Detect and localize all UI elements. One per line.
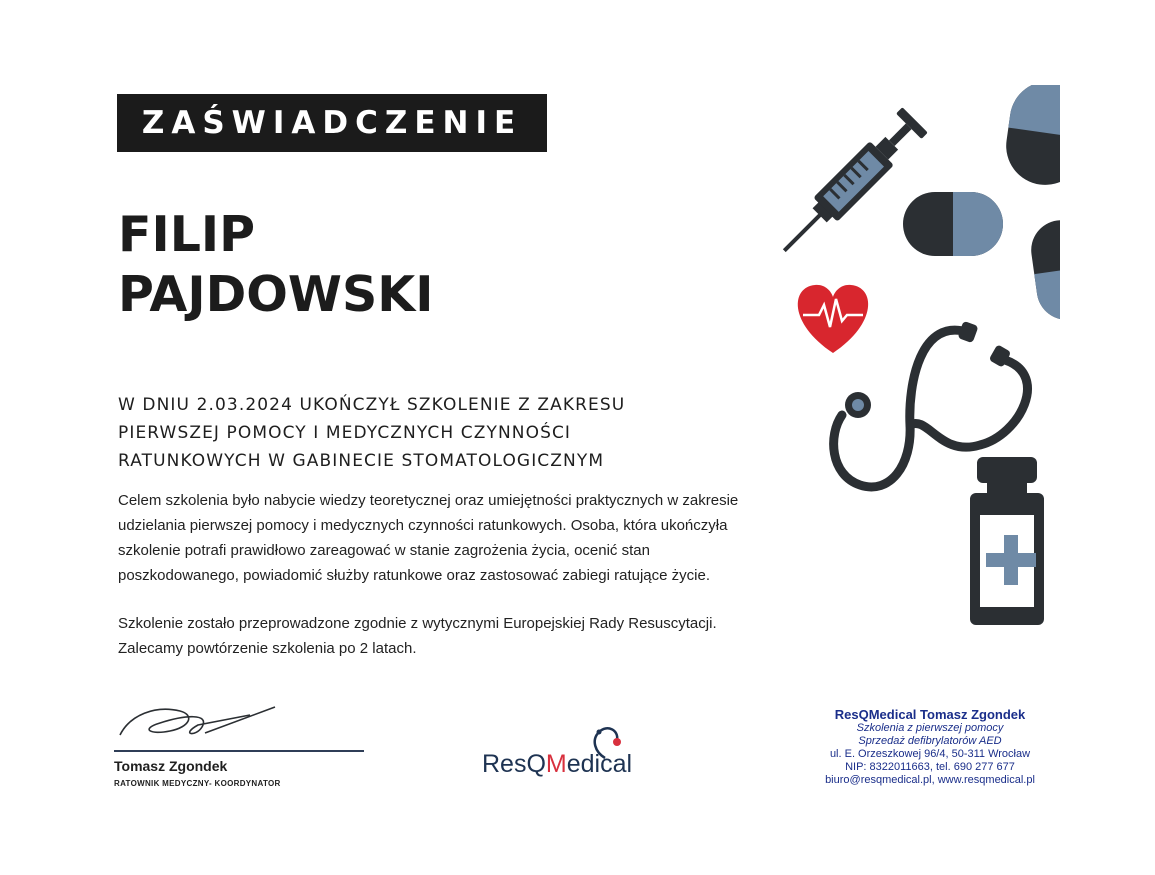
pill-icon bbox=[1027, 216, 1060, 323]
logo-text-resq: ResQ bbox=[482, 750, 546, 778]
company-stamp bbox=[815, 707, 1045, 787]
description-line: szkolenie potrafi prawidłowo zareagować w stanie zagrożenia życia, ocenić stan bbox=[118, 542, 650, 559]
certificate-title: ZAŚWIADCZENIE bbox=[117, 94, 547, 152]
stamp-sales: Sprzedaż defibrylatorów AED bbox=[858, 735, 1002, 747]
guidelines-line: Szkolenie zostało przeprowadzone zgodnie z wytycznymi Europejskiej Rady Resuscytacji. bbox=[118, 615, 717, 632]
signature-line bbox=[114, 750, 364, 752]
training-guidelines bbox=[118, 611, 778, 661]
description-line: udzielania pierwszej pomocy i medycznych czynności ratunkowych. Osoba, która ukończyła bbox=[118, 517, 728, 534]
description-line: Celem szkolenia było nabycie wiedzy teoretycznej oraz umiejętności praktycznych w zakresie bbox=[118, 492, 739, 509]
stamp-company: ResQMedical Tomasz Zgondek bbox=[834, 707, 1026, 722]
logo-text bbox=[482, 750, 632, 779]
stamp-service: Szkolenia z pierwszej pomocy bbox=[856, 722, 1004, 734]
syringe-icon bbox=[772, 107, 928, 263]
resqmedical-logo bbox=[480, 720, 690, 790]
pill-icon bbox=[903, 192, 1003, 256]
handwritten-signature bbox=[110, 695, 370, 750]
pill-icon bbox=[1001, 85, 1060, 190]
medical-illustration bbox=[760, 85, 1060, 635]
heart-rate-icon bbox=[798, 285, 868, 353]
logo-text-m: M bbox=[545, 750, 567, 778]
stamp-address: ul. E. Orzeszkowej 96/4, 50-311 Wrocław bbox=[829, 748, 1031, 760]
training-description bbox=[118, 488, 778, 588]
signatory-role: RATOWNIK MEDYCZNY- KOORDYNATOR bbox=[114, 779, 281, 788]
medicine-bottle-icon bbox=[970, 457, 1044, 625]
description-line: poszkodowanego, powiadomić służby ratunkowe oraz zastosować zabiegi ratujące życie. bbox=[118, 567, 710, 584]
heading-line: PIERWSZEJ POMOCY I MEDYCZNYCH CZYNNOŚCI bbox=[118, 423, 572, 443]
recipient-name bbox=[118, 205, 433, 325]
logo-text-edical: edical bbox=[566, 750, 633, 778]
stamp-nip-phone: NIP: 8322011663, tel. 690 277 677 bbox=[845, 761, 1015, 773]
heading-line: RATUNKOWYCH W GABINECIE STOMATOLOGICZNYM bbox=[118, 451, 605, 471]
recipient-first-name: FILIP bbox=[118, 206, 256, 263]
signatory-name: Tomasz Zgondek bbox=[114, 758, 228, 774]
stamp-contact: biuro@resqmedical.pl, www.resqmedical.pl bbox=[825, 774, 1035, 786]
recipient-last-name: PAJDOWSKI bbox=[118, 266, 434, 323]
signature-block bbox=[110, 695, 370, 805]
training-heading bbox=[118, 391, 678, 475]
guidelines-line: Zalecamy powtórzenie szkolenia po 2 latach. bbox=[118, 640, 417, 657]
heading-line: W DNIU 2.03.2024 UKOŃCZYŁ SZKOLENIE Z ZAKRESU bbox=[118, 395, 626, 415]
